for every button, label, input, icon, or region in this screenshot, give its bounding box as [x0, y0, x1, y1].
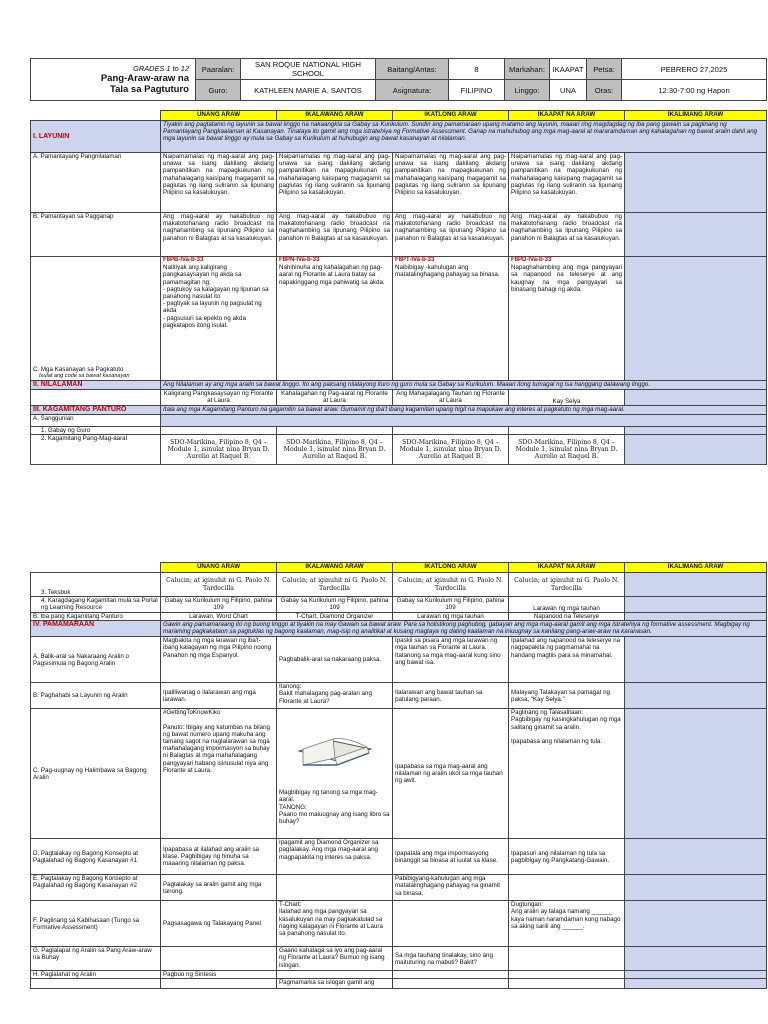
a-label: A. Balik-aral sa Nakaraang Aralin o Pagsisimula ng Bagong Aralin [31, 637, 161, 683]
c-day4: Paglinang ng Talasalitaan: Pagbibigay ng kasingkahulugan ng mga salitang ginamit sa aralin. Ipapabasa ang nilalaman ng tula. [509, 709, 625, 839]
kagamitan-text: Itala ang mga Kagamitang Panturo na gagamitin sa bawat araw. Gumamit ng iba't ibang kagamitan upang higit na mapukaw ang interes at pagkatuto ng mga mag-aaral. [161, 406, 767, 415]
iba-day4: Napanood na Teleserye [509, 613, 625, 621]
f-day4: Dugtungan: Ang aralin ay talaga namang ______ kaya naman naramdaman kong nabago sa aking sarili ang ______. [509, 901, 625, 947]
portal-day1: Gabay sa Kurikulum ng Filipino, pahina 109 [161, 597, 277, 613]
e-day1: Pagtalakay sa aralin gamit ang mga tanong. [161, 875, 277, 901]
baitang-value: 8 [449, 59, 505, 80]
nilalaman-day4: Kay Selya [509, 390, 625, 406]
module-day4: SDO-Marikina, Filipino 8, Q4 – Module 1, isinulat nina Bryan D. Aurelio at Raquel B. [509, 435, 625, 465]
p2-day-header-1: UNANG ARAW [161, 563, 277, 573]
calucin-day2: Calucin; at iginuhit ni G. Paolo N. Tardecilla [277, 573, 393, 597]
g-day2: Gaano kahalaga sa iyo ang pag-aaral ng Florante at Laura? Bumuo ng isang islogan. [277, 947, 393, 971]
page2-table [30, 562, 767, 989]
f-label: F. Paglinang sa Kabihasaan (Tungo sa Formative Assessment) [31, 901, 161, 947]
kasanayan-sub: Isulat ang code sa bawat kasanayan [39, 373, 130, 380]
i-day2: Pagmamarka sa islogan gamit ang [277, 979, 393, 989]
paaralan-label: Paaralan: [196, 59, 241, 80]
d-label: D. Pagtalakay ng Bagong Konsepto at Paglalahad ng Bagong Kasanayan #1 [31, 839, 161, 875]
title-line-1: Pang-Araw-araw na [100, 73, 189, 84]
pagganap-day2: Ang mag-aaral ay nakabubuo ng makatotohanang radio broadcast na naghahambing sa lipunang Pilipino sa panahon ni Balagtas at sa kasalukuyan. [277, 213, 393, 257]
d-day1: Ipapabasa at ilalahad ang aralin sa klase. Pagbibigay ng hinuha sa maaaring nilalaman ng paksa. [161, 839, 277, 875]
nilalaman-day3: Ang Mahagalagang Tauhan ng Florante at Laura [393, 390, 509, 406]
portal-day4: Larawan ng mga tauhan [509, 597, 625, 613]
f-day2: T-Chart: Ilalahad ang mga pangyayari sa kasalukuyan na may pagkakatulad sa naging kalagayan ni Florante at Laura sa panahong nasulat ito. [277, 901, 393, 947]
nilalaman-text: Ang Nilalaman ay ang mga aralin sa bawat linggo. Ito ang paksang nilalayong ituro ng guro mula sa Gabay sa Kurikulum. Maaari itong tumagal ng isa hanggang dalawang linggo. [161, 381, 767, 390]
pagganap-day1: Ang mag-aaral ay nakabubuo ng makatotohanang radio broadcast na naghahambing sa lipunang Pilipino sa panahon ni Balagtas at sa kasalukuyan. [161, 213, 277, 257]
k1-text: Natitiyak ang kaligirang pangkasaysayan ng akda sa pamamagitan ng: - pagtukoy sa kalagayan ng lipunan sa panahong nasulat ito - pagtiyak sa layunin ng pagsulat ng akda - pagsusuri sa epekto ng akda pagkatapos itong isulat. [163, 264, 269, 329]
portal-day2: Gabay sa Kurikulum ng Filipino, pahina 109 [277, 597, 393, 613]
day-header-4: IKAAPAT NA ARAW [509, 111, 625, 121]
nilalaman-day1: Kaligirang Pangkasaysayan ng Florante at Laura [161, 390, 277, 406]
h-label: H. Paglalahat ng Aralin [31, 971, 161, 979]
iba-label: B. Iba pang Kagamitang Panturo [31, 613, 161, 621]
g-label: G. Paglalapat ng Aralin sa Pang Araw-araw na Buhay [31, 947, 161, 971]
layunin-text: Tiyakin ang pagtatamo ng layunin sa bawat linggo na nakaangkla sa Gabay sa Kurikulum. Sundin ang pamamaraan upang matamo ang layunin, maaari ring magdagdag ng iba pang gawain sa paglinang ng Pamantayang Pangkaalaman at Kasanayan. Tinataya ito gamit ang mga istratehiya ng Formative Assessment. Ganap na mahuhubog ang mga mag-aaral at mararamdaman ang kahalagahan ng bawat aralin dahil ang mga layunin sa bawat linggo ay mula sa Gabay sa Kurikulum at huhubugin ang bawat kasanayan at nilalaman. [161, 121, 767, 153]
pagganap-day3: Ang mag-aaral ay nakabubuo ng makatotohanang radio broadcast na naghahambing sa lipunang Pilipino sa panahon ni Balagtas at sa kasalukuyan. [393, 213, 509, 257]
layunin-label: I. LAYUNIN [33, 132, 70, 140]
day-header-5: IKALIMANG ARAW [625, 111, 767, 121]
k3-text: Naibibigay -kahulugan ang matatalinghagang pahayag sa binasa. [395, 264, 500, 279]
module-day1: SDO-Marikina, Filipino 8, Q4 – Module 1, isinulat nina Bryan D. Aurelio at Raquel B. [161, 435, 277, 465]
k4-text: Napaghahambing ang mga pangyayari sa napanood na teleserye at ang kaugnay na mga pangyayari sa binasang bahagi ng akda. [511, 264, 622, 293]
petsa-value: PEBRERO 27,2025 [622, 59, 767, 80]
paaralan-value: SAN ROQUE NATIONAL HIGH SCHOOL [241, 59, 376, 80]
calucin-day4: Calucin; at iginuhit ni G. Paolo N. Tardecilla [509, 573, 625, 597]
module-day3: SDO-Marikina, Filipino 8, Q4 – Module 1, isinulat nina Bryan D. Aurelio at Raquel B. [393, 435, 509, 465]
asignatura-value: FILIPINO [449, 80, 505, 101]
p2-day-header-5: IKALIMANG ARAW [625, 563, 767, 573]
c-day1: #GettingToKnowKiko Panuto: Ibigay ang katumbas na bilang ng bawat numero upang makuha ang tamang sagot na naglalarawan sa mga mahahalagang impormasyon sa buhay ni Balagtas at mga mahahalagang pangyayari habang isinusulat niya ang Florante at Laura. [161, 709, 277, 839]
pangnilalaman-label: A. Pamantayang Pangnilalaman [31, 153, 161, 213]
d-day4: Ipapasuri ang nilalaman ng tula sa pagbibigay ng Pangkatang-Gawain. [509, 839, 625, 875]
c-day3: Ipapabasa sa mga mag-aaral ang nilalaman ng aralin ukol sa mga tauhan ng awit. [393, 709, 509, 839]
pangnilalaman-day1: Naipamamalas ng mag-aaral ang pag-unawa sa isang dakilang akdang pampanitikan na mapagkukunan ng mahahalagang kaisipang magagamit sa paglutas ng ilang suliranin sa lipunang Pilipino sa kasalukuyan. [161, 153, 277, 213]
portal-day3: Gabay sa Kurikulum ng Filipino, pahina 109 [393, 597, 509, 613]
asignatura-label: Asignatura: [376, 80, 449, 101]
b-label: B. Paghahabi sa Layunin ng Aralin [31, 683, 161, 709]
kagamitan-label: III. KAGAMITANG PANTURO [33, 406, 127, 413]
pamamaraan-text: Gawin ang pamamaraang ito ng buong linggo at tiyakin na may Gawain sa bawat araw. Para sa holistikong paghubog, gabayan ang mga mag-aaral gamit ang mga istratehiya ng formative assessment. Magbigay ng maraming pagkakataon sa pagtuklas ng bagong kaalaman, mag-isip ng analitikal at kusang magtaya ng dating kaalaman na iniuugnay sa kanilang pang-araw-araw na karanasan. [161, 621, 767, 637]
day-header-1: UNANG ARAW [161, 111, 277, 121]
page2-body [30, 562, 766, 989]
k1-code: F8PB-IVa-b-33 [163, 257, 204, 263]
a-day3: Ipaskil sa pisara ang mga larawan ng mga tauhan sa Florante at Laura. Itatanong sa mga mag-aaral kung sino ang bawat isa. [393, 637, 509, 683]
b-day1: Ipaliliwanag o ilalarawan ang mga larawan. [161, 683, 277, 709]
b-day4: Malayang Talakayan sa pamagat ng paksa, “Kay Selya.” [509, 683, 625, 709]
open-book-icon [295, 721, 375, 771]
guro-value: KATHLEEN MARIE A. SANTOS [241, 80, 376, 101]
teksbuk-label: 3. Teksbuk [31, 573, 161, 597]
a-day1: Magbakita ng mga larawan ng iba't-ibang kalagayan ng mga Pilipino noong Panahon ng mga Espanyol. [161, 637, 277, 683]
p2-day-header-2: IKALAWANG ARAW [277, 563, 393, 573]
pangnilalaman-day3: Naipamamalas ng mag-aaral ang pag-unawa sa isang dakilang akdang pampanitikan na mapagkukunan ng mahahalagang kaisipang magagamit sa paglutas ng ilang suliranin sa lipunang Pilipino sa kasalukuyan. [393, 153, 509, 213]
linggo-label: Linggo: [505, 80, 550, 101]
portal-label: 4. Karagdagang Kagamitan mula sa Portal ng Learning Resource [31, 597, 161, 613]
linggo-value: UNA [550, 80, 587, 101]
petsa-label: Petsa: [587, 59, 622, 80]
calucin-day3: Calucin; at iginuhit ni G. Paolo N. Tardecilla [393, 573, 509, 597]
nilalaman-day2: Kahalagahan ng Pag-aaral ng Florante at Laura [277, 390, 393, 406]
a-day2: Pagbabalik-aral sa nakaraang paksa. [277, 637, 393, 683]
c-label: C. Pag-uugnay ng Halimbawa sa Bagong Aralin [31, 709, 161, 839]
page1-body [30, 110, 766, 465]
baitang-label: Baitang/Antas: [376, 59, 449, 80]
pamamaraan-label: IV. PAMAMARAAN [33, 621, 95, 629]
pangnilalaman-day2: Naipamamalas ng mag-aaral ang pag-unawa sa isang dakilang akdang pampanitikan na mapagkukunan ng mahahalagang kaisipang magagamit sa paglutas ng ilang suliranin sa lipunang Pilipino sa kasalukuyan. [277, 153, 393, 213]
sanggunian-label: A. Sanggunian [31, 415, 161, 427]
iba-day1: Larawan, Word Chart [161, 613, 277, 621]
pangnilalaman-day4: Naipamamalas ng mag-aaral ang pag-unawa sa isang dakilang akdang pampanitikan na mapagkukunan ng mahahalagang kaisipang magagamit sa paglutas ng ilang suliranin sa lipunang Pilipino sa kasalukuyan. [509, 153, 625, 213]
iba-day2: T-Chart, Diamond Organizer [277, 613, 393, 621]
markahan-value: IKAAPAT [550, 59, 587, 80]
oras-label: Oras: [587, 80, 622, 101]
k4-code: F8PD-IVa-b-33 [511, 257, 552, 263]
pagganap-label: B. Pamantayan sa Pagganap [31, 213, 161, 257]
b-day2: Itanong: Bakit mahalagang pag-aralan ang Florante at Laura? [277, 683, 393, 709]
nilalaman-label: II. NILALAMAN [33, 381, 83, 388]
day-header-2: IKALAWANG ARAW [277, 111, 393, 121]
iba-day3: Larawan ng mga tauhan [393, 613, 509, 621]
g-day3: Sa mga tauhang tinalakay, sino ang maituturing na mabuti? Bakit? [393, 947, 509, 971]
pang-mag-aaral-label: 2. Kagamitang Pang-Mag-aaral [31, 435, 161, 465]
k2-text: Nahihinuha ang kahalagahan ng pag-aaral ng Florante at Laura batay sa napakinggang mga pahiwatig sa akda. [279, 264, 385, 286]
e-label: E. Pagtalakay ng Bagong Konsepto at Paglalahad ng Bagong Kasanayan #2 [31, 875, 161, 901]
page1-table [30, 110, 767, 465]
header-table [30, 58, 767, 101]
calucin-day1: Calucin; at iginuhit ni G. Paolo N. Tardecilla [161, 573, 277, 597]
k2-code: F8PN-IVa-b-33 [279, 257, 320, 263]
form-title [31, 59, 196, 101]
header-block [30, 58, 766, 101]
pagganap-day4: Ang mag-aaral ay nakabubuo ng makatotohanang radio broadcast na naghahambing sa lipunang Pilipino sa panahon ni Balagtas at sa kasalukuyan. [509, 213, 625, 257]
e-day3: Pabibigyang-kahulugan ang mga matatalinghagang pahayag na ginamit sa binasa. [393, 875, 509, 901]
h-day1: Pagbuo ng Sintesis [161, 971, 277, 979]
p2-day-header-3: IKATLONG ARAW [393, 563, 509, 573]
a-day4: Ipalahad ang napanood na teleserye na nagpapakita ng pagmamahal na handang magtiis para sa minamahal. [509, 637, 625, 683]
k3-code: F8PT-IVa-b-33 [395, 257, 435, 263]
f-day1: Pagsasagawa ng Talakayang Panel. [161, 901, 277, 947]
grades-label: GRADES 1 to 12 [133, 64, 189, 73]
title-line-2: Tala sa Pagtuturo [109, 84, 189, 95]
p2-day-header-4: IKAAPAT NA ARAW [509, 563, 625, 573]
c-day2: Magbibigay ng tanong sa mga mag-aaral. TANONG: Paano mo maiuugnay ang isang libro sa buhay? [279, 789, 390, 826]
b-day3: Ilalarawan ang bawat tauhan sa patulang paraan. [393, 683, 509, 709]
d-day3: Ipapatala ang mga impormasyong binanggit sa binasa at iuulat sa klase. [393, 839, 509, 875]
oras-value: 12:30-7:00 ng Hapon [622, 80, 767, 101]
day-header-3: IKATLONG ARAW [393, 111, 509, 121]
markahan-label: Markahan: [505, 59, 550, 80]
guro-label: Guro: [196, 80, 241, 101]
d-day2: Ipagamit ang Diamond Organizer sa pagtalakay. Ang mga mag-aaral ang magpapakita ng interes sa paksa. [277, 839, 393, 875]
module-day2: SDO-Marikina, Filipino 8, Q4 – Module 1, isinulat nina Bryan D. Aurelio at Raquel B. [277, 435, 393, 465]
kasanayan-label: C. Mga Kasanayan sa Pagkatuto [33, 366, 124, 374]
gabay-label: 1. Gabay ng Guro [31, 427, 161, 435]
